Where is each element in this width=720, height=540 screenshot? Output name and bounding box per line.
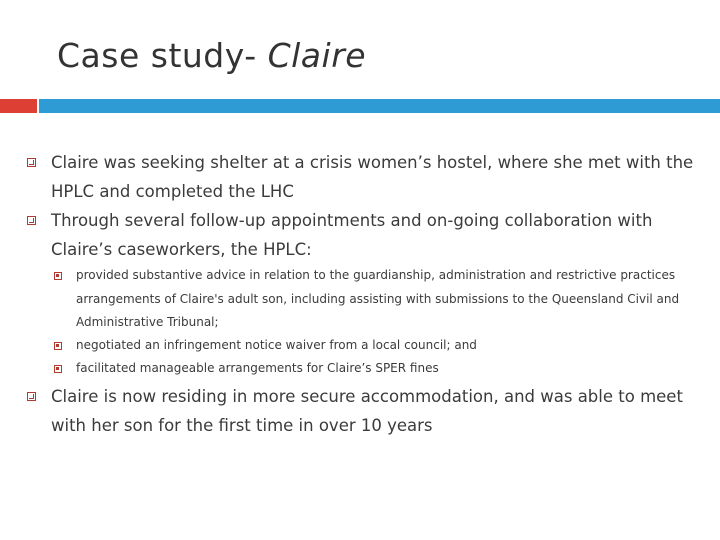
sub-bullet-text-2: negotiated an infringement notice waiver from a local council; and [76, 338, 477, 352]
bullet-square-icon [27, 392, 36, 401]
bullet-text-3: Claire is now residing in more secure accommodation, and was able to meet with her son for the first time in over 10 years [51, 387, 683, 435]
bullet-square-icon [27, 216, 36, 225]
divider-blue-segment [39, 99, 720, 113]
slide-title [57, 36, 366, 75]
sub-bullet-square-icon [54, 272, 62, 280]
sub-bullet-square-icon [54, 342, 62, 350]
sub-bullet-text-1: provided substantive advice in relation to the guardianship, administration and restrictive practices arrangements of Claire's adult son, including assisting with submissions to the Queensland Civil and Administrative Tribunal; [76, 268, 680, 329]
sub-bullet-square-icon [54, 365, 62, 373]
title-main: Case study- [57, 36, 268, 75]
title-italic: Claire [267, 36, 367, 75]
divider-red-segment [0, 99, 37, 113]
title-divider [0, 99, 720, 113]
sub-bullet-text-3: facilitated manageable arrangements for Claire’s SPER fines [76, 361, 439, 375]
bullet-square-icon [27, 158, 36, 167]
bullet-text-2: Through several follow-up appointments and on-going collaboration with Claire’s caseworkers, the HPLC: [51, 211, 653, 259]
bullet-text-1: Claire was seeking shelter at a crisis women’s hostel, where she met with the HPLC and completed the LHC [51, 153, 694, 201]
